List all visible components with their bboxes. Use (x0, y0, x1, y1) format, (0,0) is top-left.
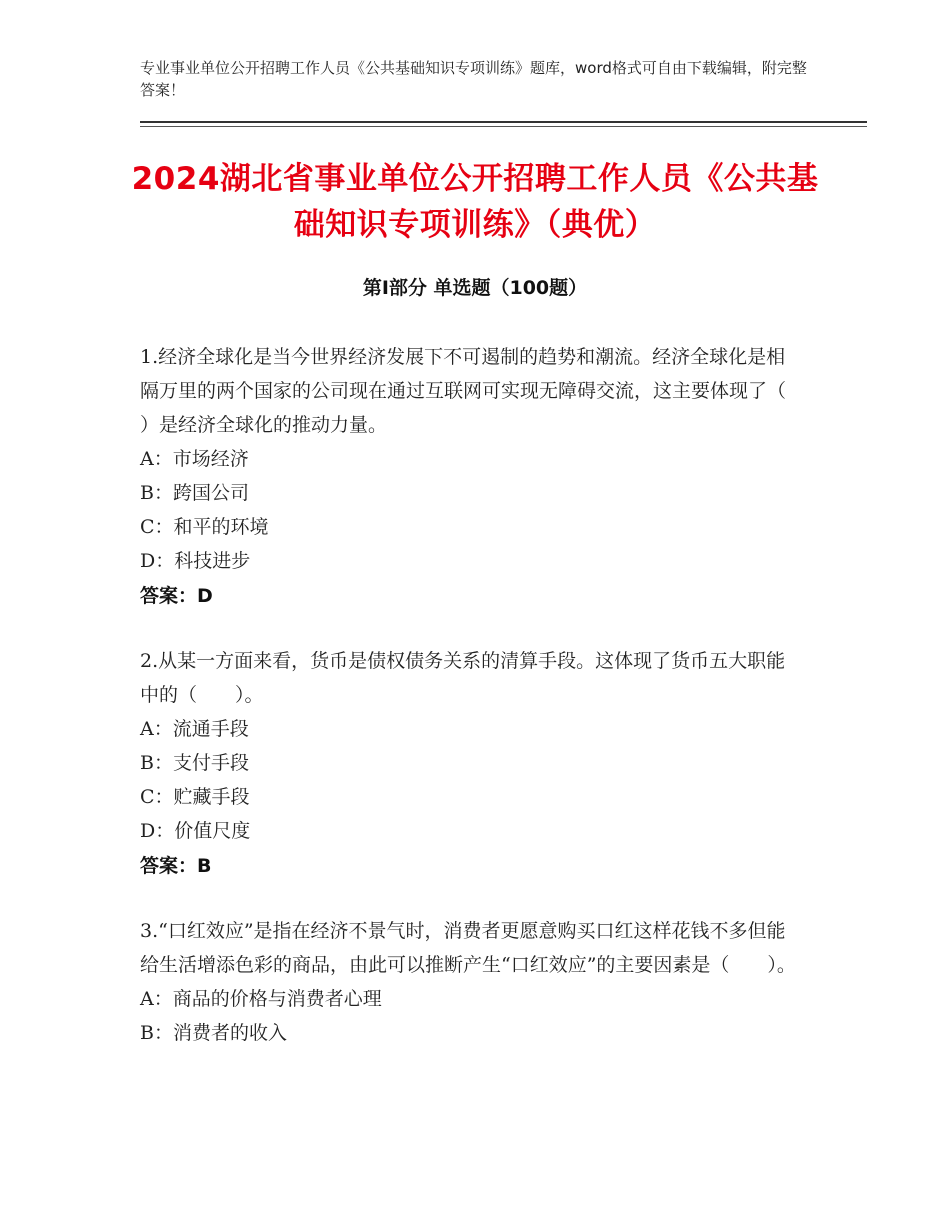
option-b: B：支付手段 (140, 752, 249, 774)
answer-label: 答案：B (140, 855, 212, 877)
answer-label: 答案：D (140, 585, 213, 607)
option-c: C：和平的环境 (140, 516, 269, 538)
option-a: A：商品的价格与消费者心理 (140, 988, 382, 1010)
question-2 (140, 644, 800, 884)
question-1 (140, 340, 825, 614)
question-stem: 3.“口红效应”是指在经济不景气时，消费者更愿意购买口红这样花钱不多但能给生活增添色彩的商品，由此可以推断产生“口红效应”的主要因素是（ ）。 (140, 920, 796, 976)
question-list (140, 340, 825, 1080)
section-title: 第Ⅰ部分 单选题（100题） (362, 277, 588, 299)
question-stem: 2.从某一方面来看，货币是债权债务关系的清算手段。这体现了货币五大职能中的（ ）。 (140, 650, 786, 706)
option-a: A：流通手段 (140, 718, 249, 740)
option-c: C：贮藏手段 (140, 786, 250, 808)
header-divider-thick (140, 121, 867, 123)
option-d: D：科技进步 (140, 550, 251, 572)
header-note: 专业事业单位公开招聘工作人员《公共基础知识专项训练》题库，word格式可自由下载编辑，附完整答案！ (140, 59, 807, 99)
option-b: B：消费者的收入 (140, 1022, 287, 1044)
option-b: B：跨国公司 (140, 482, 249, 504)
document-title: 2024湖北省事业单位公开招聘工作人员《公共基础知识专项训练》（典优） (131, 161, 819, 243)
option-a: A：市场经济 (140, 448, 249, 470)
option-d: D：价值尺度 (140, 820, 251, 842)
header-divider-thin (140, 126, 867, 127)
question-stem: 1.经济全球化是当今世界经济发展下不可遏制的趋势和潮流。经济全球化是相隔万里的两个国家的公司现在通过互联网可实现无障碍交流，这主要体现了（ ）是经济全球化的推动力量。 (140, 346, 825, 436)
question-3 (140, 914, 800, 1050)
